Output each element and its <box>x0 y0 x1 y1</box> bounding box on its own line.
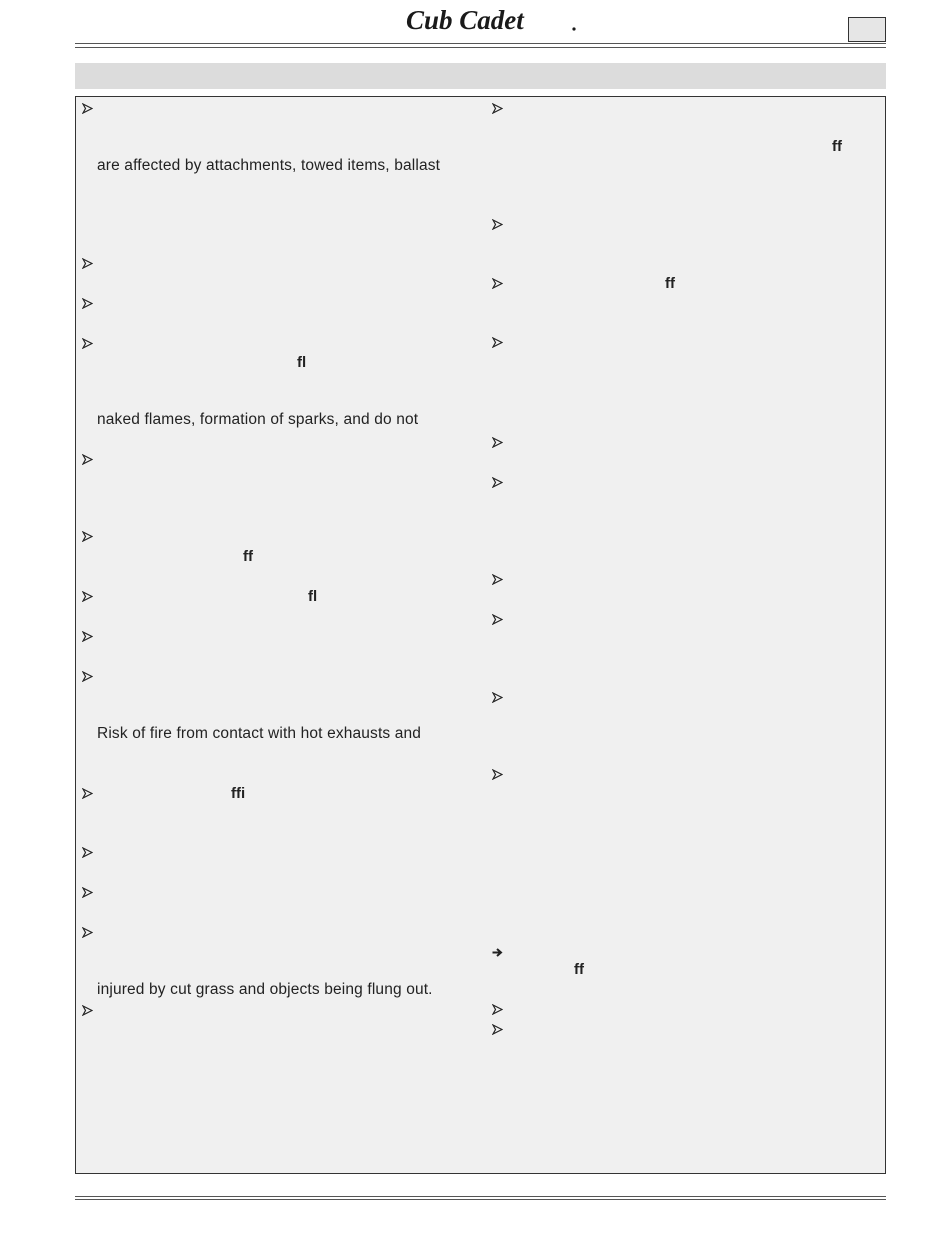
arrowhead-bullet-icon <box>82 258 93 269</box>
arrowhead-bullet-icon <box>82 338 93 349</box>
arrowhead-bullet-icon <box>82 454 93 465</box>
header-rule <box>75 43 886 44</box>
arrowhead-bullet-icon <box>82 1005 93 1016</box>
ligature-glyph: ff <box>832 138 842 155</box>
cub-cadet-logo <box>404 4 579 34</box>
arrowhead-bullet-icon <box>82 927 93 938</box>
arrowhead-bullet-icon <box>492 437 503 448</box>
arrowhead-bullet-icon <box>492 692 503 703</box>
arrowhead-bullet-icon <box>492 278 503 289</box>
body-text-line: naked flames, formation of sparks, and do not <box>97 411 419 428</box>
arrowhead-bullet-icon <box>492 219 503 230</box>
arrowhead-bullet-icon <box>492 1024 503 1035</box>
arrowhead-bullet-icon <box>82 847 93 858</box>
ligature-glyph: fl <box>308 588 318 605</box>
arrowhead-bullet-icon <box>82 531 93 542</box>
body-text-line: are affected by attachments, towed items, ballast <box>97 157 441 174</box>
arrowhead-bullet-icon <box>492 103 503 114</box>
arrowhead-bullet-icon <box>492 574 503 585</box>
arrowhead-bullet-icon <box>82 298 93 309</box>
ligature-glyph: ff <box>665 275 675 292</box>
header-rule <box>75 47 886 48</box>
arrowhead-bullet-icon <box>82 591 93 602</box>
arrowhead-bullet-icon <box>492 614 503 625</box>
right-arrow-icon <box>492 947 503 958</box>
logo-wordmark: Cub Cadet <box>406 5 524 34</box>
arrowhead-bullet-icon <box>492 337 503 348</box>
body-text-line: injured by cut grass and objects being flung out. <box>97 981 433 998</box>
footer-rule <box>75 1196 886 1197</box>
arrowhead-bullet-icon <box>492 1004 503 1015</box>
arrowhead-bullet-icon <box>82 671 93 682</box>
arrowhead-bullet-icon <box>82 788 93 799</box>
arrowhead-bullet-icon <box>82 103 93 114</box>
footer-rule <box>75 1199 886 1200</box>
ligature-glyph: ffi <box>231 785 246 802</box>
arrowhead-bullet-icon <box>82 887 93 898</box>
safety-content-panel <box>75 96 886 1174</box>
logo-dot <box>572 27 575 30</box>
ligature-glyph: fl <box>297 354 307 371</box>
ligature-glyph: ff <box>574 961 584 978</box>
cub-cadet-logo-graphic <box>404 4 579 34</box>
page-number-box <box>848 17 886 42</box>
arrowhead-bullet-icon <box>82 631 93 642</box>
ligature-glyph: ff <box>243 548 253 565</box>
body-text-line: Risk of fire from contact with hot exhausts and <box>97 725 422 742</box>
section-title-band <box>75 63 886 89</box>
arrowhead-bullet-icon <box>492 769 503 780</box>
arrowhead-bullet-icon <box>492 477 503 488</box>
